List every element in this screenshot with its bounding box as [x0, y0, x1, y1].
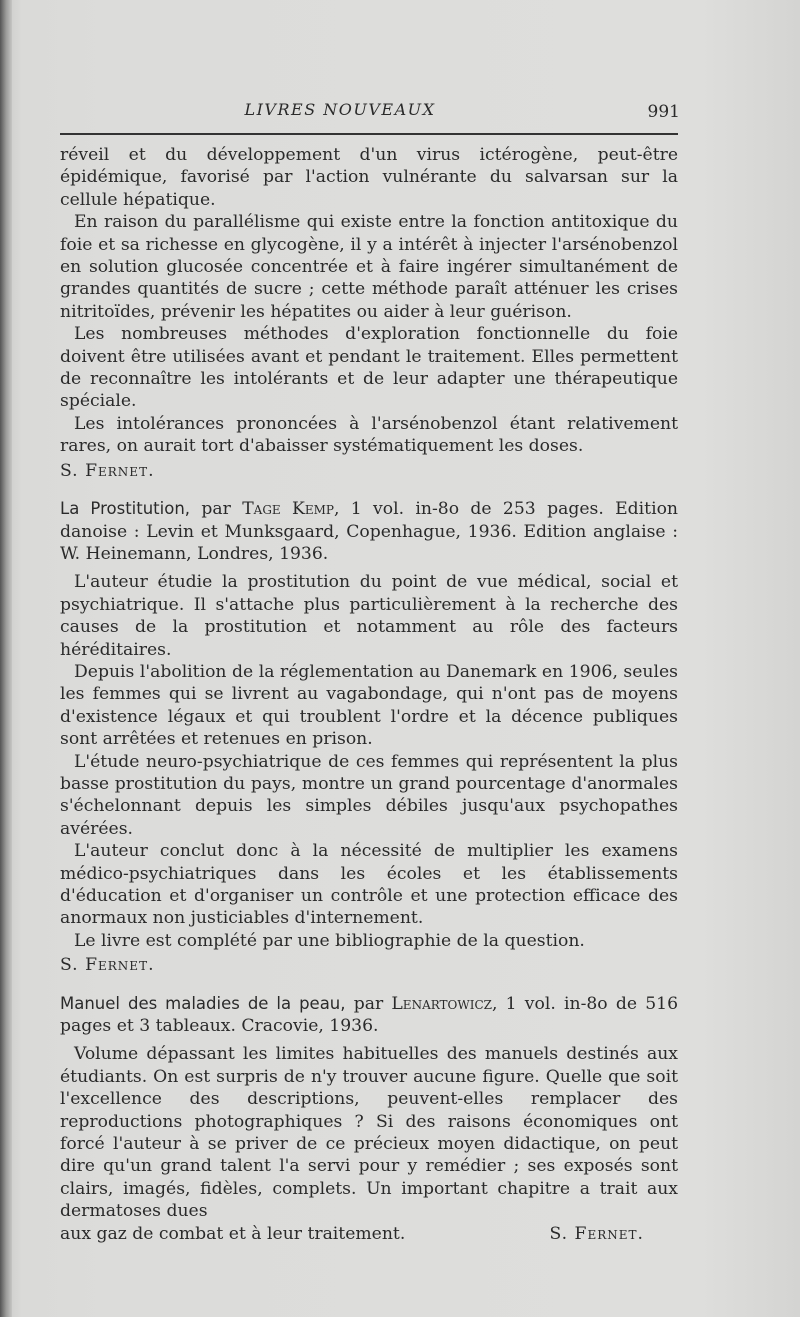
book-author: Tage Kemp,	[242, 499, 340, 520]
signature: S. Fernet.	[60, 955, 155, 976]
paragraph: En raison du parallélisme qui existe entre la fonction antitoxique du foie et sa richesse en glycogène, il y a intérêt à injecter l'arsénobenzol en solution glucosée concentrée et à faire ingérer simultanément de grandes quantités de sucre ; cette méthode paraît atténuer les crises nitritoïdes, prévenir les hépatites ou aider à leur guérison.	[60, 212, 678, 322]
book-entry-heading	[60, 993, 678, 1038]
paragraph-end: aux gaz de combat et à leur traitement.	[60, 1223, 406, 1244]
header-rule	[60, 133, 678, 135]
paragraph: réveil et du développement d'un virus ictérogène, peut-être épidémique, favorisé par l'action vulnérante du salvarsan sur la cellule hépatique.	[60, 145, 678, 210]
paragraph: Le livre est complété par une bibliographie de la question.	[74, 930, 585, 951]
paragraph: Les intolérances prononcées à l'arsénobenzol étant relativement rares, on aurait tort d'abaisser systématiquement les doses.	[60, 413, 678, 457]
running-title: LIVRES NOUVEAUX	[244, 100, 436, 119]
book-title: La Prostitution,	[60, 499, 191, 519]
signature: S. Fernet.	[60, 460, 155, 481]
page-header	[60, 98, 680, 128]
book-details: 1 vol. in-8o de 516 pages et 3 tableaux. Cracovie, 1936.	[60, 993, 679, 1037]
book-author: Lenartowicz,	[391, 993, 498, 1014]
paragraph: L'auteur étudie la prostitution du point de vue médical, social et psychiatrique. Il s'attache plus particulièrement à la recherche des causes de la prostitution et notamment au rôle des facteurs héréditaires.	[60, 572, 678, 660]
paragraph: Depuis l'abolition de la réglementation au Danemark en 1906, seules les femmes qui se livrent au vagabondage, qui n'ont pas de moyens d'existence légaux et qui troublent l'ordre et la décence publiques sont arrêtées et retenues en prison.	[60, 661, 678, 750]
book-entry-heading	[60, 498, 678, 565]
paragraph: Les nombreuses méthodes d'exploration fonctionnelle du foie doivent être utilisées avant et pendant le traitement. Elles permettent de reconnaître les intolérants et de leur adapter une thérapeutique spéciale.	[60, 324, 678, 412]
by-word: par	[353, 993, 384, 1014]
page-body	[60, 144, 678, 1245]
page-number: 991	[647, 102, 680, 122]
by-word: par	[201, 499, 231, 520]
signature: S. Fernet.	[549, 1223, 644, 1244]
paragraph: L'étude neuro-psychiatrique de ces femmes qui représentent la plus basse prostitution du pays, montre un grand pourcentage d'anormales s'échelonnant depuis les simples débiles jusqu'aux psychopathes avérées.	[60, 751, 678, 839]
paragraph: L'auteur conclut donc à la nécessité de multiplier les examens médico-psychiatriques dans les écoles et les établissements d'éducation et d'organiser un contrôle et une protection efficace des anormaux non justiciables d'internement.	[60, 841, 678, 929]
paragraph: Volume dépassant les limites habituelles des manuels destinés aux étudiants. On est surpris de n'y trouver aucune figure. Quelle que soit l'excellence des descriptions, peuvent-elles remplacer des reproductions photographiques ? Si des raisons économiques ont forcé l'auteur à se priver de ce précieux moyen didactique, on peut dire qu'un grand talent l'a servi pour y remédier ; ses exposés sont clairs, imagés, fidèles, complets. Un important chapitre a trait aux dermatoses dues	[60, 1044, 678, 1222]
book-details: 1 vol. in-8o de 253 pages. Edition danoise : Levin et Munksgaard, Copenhague, 1936. Edition anglaise : W. Heinemann, Londres, 1936.	[60, 499, 678, 564]
closing-line	[60, 1223, 678, 1245]
book-title: Manuel des maladies de la peau,	[60, 993, 346, 1013]
book-spine-shadow	[0, 0, 12, 1317]
